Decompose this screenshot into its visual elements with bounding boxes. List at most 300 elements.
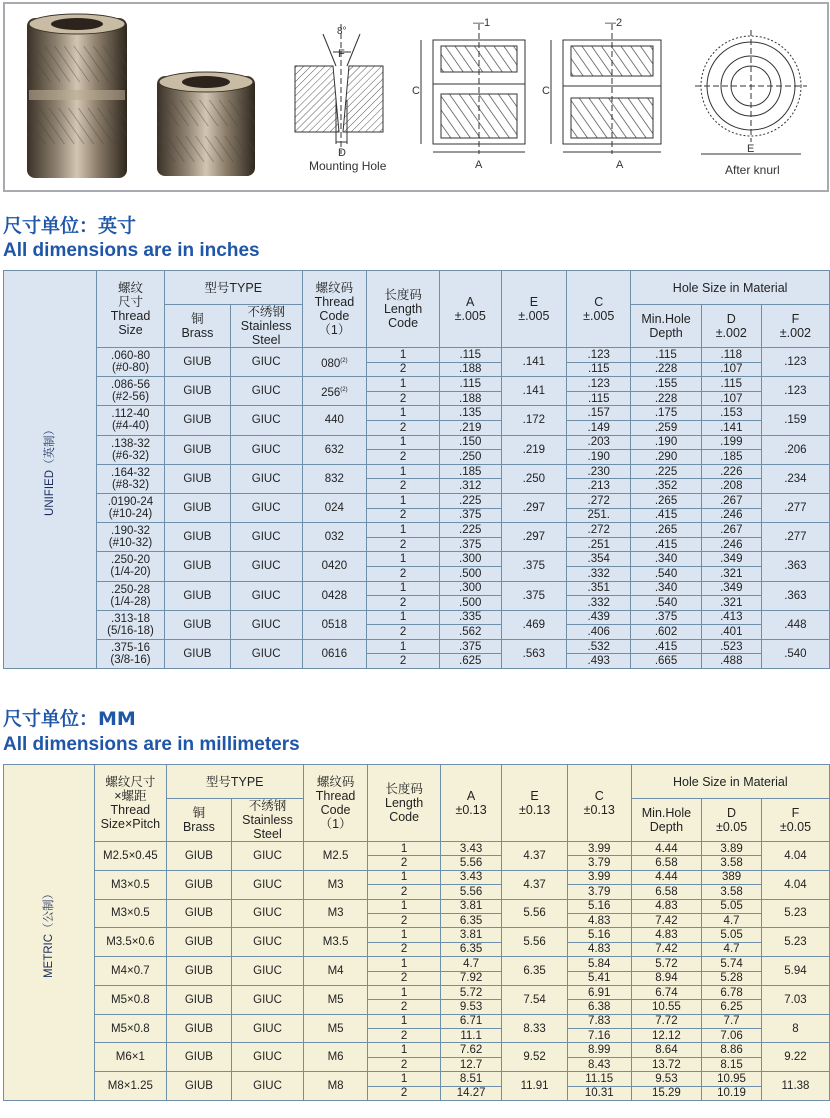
f-cell-text: .363 <box>784 589 807 602</box>
brass-type-cell <box>165 435 231 464</box>
e-cell <box>501 610 567 639</box>
e-cell-text: .375 <box>522 560 546 573</box>
e-cell-text: .297 <box>522 502 546 515</box>
min-depth-cell <box>631 928 701 942</box>
d-cell-text: .246 <box>720 509 743 522</box>
min-depth-cell <box>631 885 701 899</box>
brass-type-cell <box>165 406 231 435</box>
length-code-cell-text: 1 <box>400 900 408 913</box>
length-code-cell <box>368 1086 441 1100</box>
c-cell <box>567 1072 631 1086</box>
e-cell-text: .469 <box>522 618 546 631</box>
d-label: D <box>338 147 346 159</box>
min-depth-cell-text: 13.72 <box>652 1058 681 1071</box>
thread-size-cell-text: M5×0.8 <box>111 993 150 1006</box>
header-brass-text: 铜 Brass <box>181 312 214 340</box>
thread-code-cell-text: M5 <box>327 993 344 1006</box>
stainless-type-cell-text: GIUC <box>251 385 281 398</box>
f-cell <box>761 985 829 1014</box>
e-cell <box>501 435 567 464</box>
header-type-text: 型号TYPE <box>205 774 264 789</box>
min-depth-cell-text: .375 <box>654 611 678 624</box>
min-depth-cell <box>631 537 702 552</box>
brass-type-cell-text: GIUB <box>183 356 212 369</box>
thread-size-cell-text: .0190-24 (#10-24) <box>107 496 154 521</box>
d-cell <box>702 928 762 942</box>
length-code-cell-text: 1 <box>399 640 407 653</box>
side-label-cell <box>4 271 97 669</box>
thread-code-cell-text: M6 <box>327 1051 344 1064</box>
min-depth-cell <box>631 985 701 999</box>
e-cell <box>502 928 568 957</box>
length-code-cell <box>367 435 440 450</box>
c-cell-text: .332 <box>587 596 610 609</box>
stainless-type-cell-text: GIUC <box>253 1051 282 1064</box>
thread-size-cell-text: .138-32 (#6-32) <box>111 437 151 462</box>
length-code-cell <box>367 391 440 406</box>
min-depth-cell-text: 7.42 <box>655 914 678 927</box>
a-cell-text: 3.81 <box>459 929 483 942</box>
min-depth-cell-text: 4.83 <box>655 900 678 913</box>
brass-type-cell <box>166 928 232 957</box>
c-cell-text: .439 <box>587 611 610 624</box>
d-cell-text: .321 <box>720 567 743 580</box>
table-row <box>4 1014 830 1028</box>
d-cell <box>702 856 762 870</box>
min-depth-cell <box>631 1086 701 1100</box>
f-cell <box>761 348 829 377</box>
f-cell <box>761 1014 829 1043</box>
a-cell-text: .500 <box>459 567 482 580</box>
a-cell-text: .562 <box>459 626 482 639</box>
thread-size-cell-text: M4×0.7 <box>111 965 150 978</box>
length-code-cell <box>367 596 440 611</box>
c-cell-text: .251 <box>587 538 610 551</box>
f-cell <box>761 464 829 493</box>
brass-type-cell-text: GIUB <box>183 531 212 544</box>
table-row <box>4 985 830 999</box>
f-cell <box>761 899 829 928</box>
f-cell-text: 5.23 <box>784 907 807 920</box>
length-code-cell <box>367 523 440 538</box>
min-depth-cell-text: .602 <box>654 626 678 639</box>
length-code-cell <box>368 885 441 899</box>
header-hole-size <box>631 271 830 305</box>
a-cell-text: 7.62 <box>459 1044 483 1057</box>
length-code-cell-text: 1 <box>399 465 407 478</box>
a-cell <box>440 1072 501 1086</box>
thread-size-cell-text: .375-16 (3/8-16) <box>110 641 151 666</box>
f-label: F <box>338 48 345 60</box>
length-code-cell <box>367 450 440 465</box>
f-cell-text: 8 <box>792 1022 799 1035</box>
mounting-hole-drawing <box>295 24 383 154</box>
f-cell <box>761 610 829 639</box>
c-cell <box>567 581 631 596</box>
c-cell <box>567 348 631 363</box>
length-code-cell-text: 1 <box>399 377 407 390</box>
a-cell <box>439 654 501 669</box>
d-cell-text: 10.19 <box>717 1087 746 1100</box>
min-depth-cell-text: .340 <box>654 582 678 595</box>
c-cell-text: 6.91 <box>588 986 611 999</box>
length-code-cell-text: 2 <box>399 509 407 522</box>
table-row <box>4 581 830 596</box>
a-cell <box>439 581 501 596</box>
min-depth-cell <box>631 1014 701 1028</box>
inches-spec-table <box>3 270 830 669</box>
thread-code-cell-text: 0518 <box>321 618 348 631</box>
thread-code-cell-text: M2.5 <box>322 849 349 862</box>
length-code-cell <box>367 566 440 581</box>
d-cell-text: 7.7 <box>723 1015 740 1028</box>
a-cell <box>440 842 501 856</box>
a-cell <box>439 435 501 450</box>
header-f-text: F ±0.05 <box>779 806 812 834</box>
f-cell-text: 5.94 <box>784 965 807 978</box>
c-cell-text: .351 <box>587 582 610 595</box>
d-cell <box>702 1072 762 1086</box>
d-cell-text: 389 <box>721 871 742 884</box>
c-cell <box>567 957 631 971</box>
thread-size-cell-text: .112-40 (#4-40) <box>111 408 150 433</box>
a-cell-text: .250 <box>459 450 482 463</box>
thread-code-cell <box>302 610 367 639</box>
c-cell-text: .354 <box>587 553 610 566</box>
min-depth-cell-text: 7.72 <box>655 1015 678 1028</box>
insert-photo-large <box>27 14 127 178</box>
f-cell <box>761 523 829 552</box>
c-cell <box>567 435 631 450</box>
length-code-cell <box>367 406 440 421</box>
d-cell-text: 7.06 <box>720 1029 743 1042</box>
thread-code-cell-text: M3.5 <box>322 936 349 949</box>
d-cell-text: .118 <box>720 348 743 361</box>
f-cell <box>761 957 829 986</box>
thread-size-cell-text: .086-56 (#2-56) <box>111 379 151 404</box>
length-code-cell <box>368 971 441 985</box>
c-cell-text: 8.43 <box>588 1058 611 1071</box>
header-d-text: D ±0.05 <box>715 806 748 834</box>
header-d <box>702 799 762 842</box>
length-code-cell-text: 2 <box>399 421 407 434</box>
length-code-cell-text: 2 <box>399 655 407 668</box>
a-cell-text: .375 <box>459 538 482 551</box>
min-depth-cell-text: .352 <box>654 480 678 493</box>
min-depth-cell <box>631 1072 701 1086</box>
d-cell <box>701 639 761 654</box>
d-cell-text: .267 <box>720 523 743 536</box>
length-code-cell-text: 2 <box>399 567 407 580</box>
brass-type-cell-text: GIUB <box>184 965 213 978</box>
d-cell <box>701 581 761 596</box>
min-depth-cell <box>631 464 702 479</box>
c-cell-text: 5.84 <box>588 957 611 970</box>
e-cell-text: 5.56 <box>523 936 546 949</box>
stainless-type-cell <box>230 523 302 552</box>
c-cell-text: 5.16 <box>588 900 611 913</box>
header-length-code-text: 长度码 Length Code <box>383 288 423 330</box>
min-depth-cell-text: 8.94 <box>655 972 678 985</box>
stainless-type-cell-text: GIUC <box>251 589 281 602</box>
length-code-cell-text: 1 <box>399 553 407 566</box>
thread-size-cell <box>97 348 165 377</box>
c-cell <box>567 985 631 999</box>
d-cell-text: 3.58 <box>720 885 743 898</box>
thread-code-cell-text: 032 <box>324 531 344 544</box>
table-row <box>4 957 830 971</box>
d-cell-text: 3.89 <box>720 842 743 855</box>
thread-size-cell-text: M3×0.5 <box>111 907 150 920</box>
min-depth-cell-text: 4.44 <box>655 842 678 855</box>
f-cell <box>761 1043 829 1072</box>
a-cell <box>439 523 501 538</box>
f-cell-text: 4.04 <box>784 878 807 891</box>
header-min-depth-text: Min.Hole Depth <box>641 312 691 340</box>
min-depth-cell <box>631 420 702 435</box>
thread-code-cell <box>303 1072 368 1101</box>
c-cell <box>567 610 631 625</box>
a-cell-text: 3.43 <box>459 871 483 884</box>
length-code-cell-text: 1 <box>399 611 407 624</box>
f-cell <box>761 552 829 581</box>
stainless-type-cell <box>230 348 302 377</box>
length-code-cell <box>367 508 440 523</box>
a-cell <box>440 985 501 999</box>
d-cell <box>701 596 761 611</box>
brass-type-cell <box>165 377 231 406</box>
min-depth-cell-text: 15.29 <box>652 1087 681 1100</box>
min-depth-cell <box>631 913 701 927</box>
a-cell <box>440 942 501 956</box>
d-cell <box>701 464 761 479</box>
side-label: METRIC（公制） <box>43 887 56 978</box>
d-cell-text: .226 <box>720 465 743 478</box>
length-code-cell-text: 1 <box>400 1044 408 1057</box>
length-code-cell <box>367 377 440 392</box>
f-cell <box>761 842 829 871</box>
thread-code-cell <box>302 523 367 552</box>
f-cell-text: .206 <box>784 443 807 456</box>
d-cell-text: .246 <box>720 538 743 551</box>
c-cell-text: .213 <box>587 480 610 493</box>
brass-type-cell <box>166 1014 232 1043</box>
header-f <box>761 799 829 842</box>
thread-size-cell-text: .190-32 (#10-32) <box>108 525 153 550</box>
brass-type-cell <box>165 639 231 668</box>
a-cell <box>439 450 501 465</box>
a-cell <box>440 1000 501 1014</box>
a-cell <box>439 362 501 377</box>
thread-code-cell <box>303 928 368 957</box>
min-depth-cell <box>631 406 702 421</box>
length-code-cell <box>368 928 441 942</box>
min-depth-cell-text: .665 <box>654 655 678 668</box>
d-cell <box>702 942 762 956</box>
thread-code-cell <box>302 348 367 377</box>
stainless-type-cell-text: GIUC <box>251 647 281 660</box>
thread-size-cell-text: M8×1.25 <box>107 1080 153 1093</box>
brass-type-cell-text: GIUB <box>183 647 212 660</box>
thread-size-cell-text: M2.5×0.45 <box>103 849 158 862</box>
length-code-cell-text: 2 <box>399 392 407 405</box>
stainless-type-cell <box>232 928 304 957</box>
footnote-mark: (2) <box>340 357 348 364</box>
a-cell-text: 6.71 <box>459 1015 483 1028</box>
a-cell-text: .225 <box>459 523 482 536</box>
min-depth-cell-text: .415 <box>654 509 678 522</box>
e-cell <box>501 523 567 552</box>
table-row <box>4 435 830 450</box>
length-code-cell <box>368 1029 441 1043</box>
a-cell <box>440 870 501 884</box>
min-depth-cell <box>631 971 701 985</box>
length-code-cell-text: 2 <box>400 943 408 956</box>
stainless-type-cell <box>230 639 302 668</box>
f-cell-text: .540 <box>784 647 807 660</box>
stainless-type-cell <box>232 842 304 871</box>
length-code-cell <box>367 610 440 625</box>
d-cell <box>702 1029 762 1043</box>
min-depth-cell <box>631 377 702 392</box>
a-cell-text: .150 <box>459 436 482 449</box>
a-cell-text: 12.7 <box>459 1058 483 1071</box>
min-depth-cell <box>631 654 702 669</box>
length-code-cell-text: 1 <box>399 582 407 595</box>
f-cell <box>761 639 829 668</box>
min-depth-cell-text: .415 <box>654 640 678 653</box>
brass-type-cell <box>165 581 231 610</box>
a-cell <box>439 639 501 654</box>
min-depth-cell-text: 12.12 <box>652 1029 681 1042</box>
length-code-cell-text: 1 <box>399 436 407 449</box>
d-cell <box>701 435 761 450</box>
header-type <box>165 271 302 305</box>
stainless-type-cell <box>230 493 302 522</box>
thread-size-cell <box>95 1072 167 1101</box>
min-depth-cell <box>631 479 702 494</box>
thread-code-cell-text: M3 <box>327 907 344 920</box>
thread-size-cell <box>97 523 165 552</box>
length-code-cell-text: 2 <box>399 626 407 639</box>
a-cell-text: 5.72 <box>459 986 483 999</box>
length-code-cell <box>368 913 441 927</box>
header-thread-code <box>302 271 367 348</box>
length-code-cell-text: 2 <box>400 857 408 870</box>
d-cell <box>702 1057 762 1071</box>
header-hole-size-text: Hole Size in Material <box>672 280 788 295</box>
length-code-cell-text: 1 <box>399 348 407 361</box>
length-code-cell-text: 1 <box>400 929 408 942</box>
min-depth-cell-text: .175 <box>654 407 678 420</box>
d-cell-text: 3.58 <box>720 857 743 870</box>
c-cell <box>567 971 631 985</box>
table-row <box>4 1043 830 1057</box>
header-d-text: D ±.002 <box>715 312 747 340</box>
a-cell-text: .219 <box>459 421 482 434</box>
length-code-cell <box>368 985 441 999</box>
a-cell <box>439 406 501 421</box>
length-code-cell <box>368 1000 441 1014</box>
table-row <box>4 610 830 625</box>
c-cell-text: 7.16 <box>588 1029 611 1042</box>
e-cell <box>502 1043 568 1072</box>
c-cell-text: .493 <box>587 655 610 668</box>
brass-type-cell-text: GIUB <box>184 1080 213 1093</box>
length-code-cell <box>368 1072 441 1086</box>
a-cell-text: .300 <box>459 553 482 566</box>
d-cell-text: .321 <box>720 596 743 609</box>
thread-size-cell <box>95 842 167 871</box>
e-cell-text: 7.54 <box>523 993 546 1006</box>
length-code-cell-text: 2 <box>399 596 407 609</box>
min-depth-cell <box>631 625 702 640</box>
a-cell-text: 5.56 <box>459 857 483 870</box>
f-cell-text: .448 <box>784 618 807 631</box>
c-cell <box>567 552 631 567</box>
f-cell-text: .159 <box>784 414 807 427</box>
length-code-cell <box>368 856 441 870</box>
thread-code-cell <box>302 464 367 493</box>
table-row <box>4 493 830 508</box>
e-cell-text: .219 <box>522 443 546 456</box>
d-cell-text: 5.05 <box>720 929 743 942</box>
min-depth-cell-text: .225 <box>654 465 678 478</box>
stainless-type-cell-text: GIUC <box>251 443 281 456</box>
c-cell-text: 11.15 <box>585 1072 614 1085</box>
length-code-cell <box>368 842 441 856</box>
d-cell <box>701 362 761 377</box>
c-cell-text: .123 <box>587 377 610 390</box>
header-e <box>502 765 568 842</box>
length-code-cell-text: 2 <box>400 972 408 985</box>
e-cell-text: 5.56 <box>523 907 546 920</box>
e-cell <box>502 1072 568 1101</box>
brass-type-cell <box>165 552 231 581</box>
min-depth-cell <box>631 450 702 465</box>
d-cell-text: .153 <box>720 407 743 420</box>
insert-photo-small <box>157 72 255 176</box>
min-depth-cell-text: .265 <box>654 494 678 507</box>
stainless-type-cell-text: GIUC <box>253 965 282 978</box>
a-cell <box>440 1029 501 1043</box>
min-depth-cell <box>631 1000 701 1014</box>
header-d <box>701 305 761 348</box>
brass-type-cell-text: GIUB <box>183 472 212 485</box>
header-stainless-text: 不绣钢 Stainless Steel <box>240 305 292 347</box>
brass-type-cell-text: GIUB <box>183 560 212 573</box>
length-code-cell-text: 2 <box>400 885 408 898</box>
length-code-cell <box>367 639 440 654</box>
length-code-cell <box>368 1057 441 1071</box>
a-cell <box>439 625 501 640</box>
brass-type-cell-text: GIUB <box>184 936 213 949</box>
min-depth-cell-text: .228 <box>654 363 678 376</box>
d-cell-text: 5.74 <box>720 957 743 970</box>
brass-type-cell <box>166 870 232 899</box>
min-depth-cell-text: 10.55 <box>652 1000 681 1013</box>
e-cell-text: .563 <box>522 647 546 660</box>
stainless-type-cell <box>230 552 302 581</box>
a-cell <box>439 391 501 406</box>
thread-size-cell <box>95 985 167 1014</box>
a-cell <box>440 1057 501 1071</box>
brass-type-cell <box>166 899 232 928</box>
d-cell <box>701 348 761 363</box>
f-cell-text: .123 <box>784 385 807 398</box>
f-cell <box>761 581 829 610</box>
c-cell-text: 4.83 <box>588 943 611 956</box>
